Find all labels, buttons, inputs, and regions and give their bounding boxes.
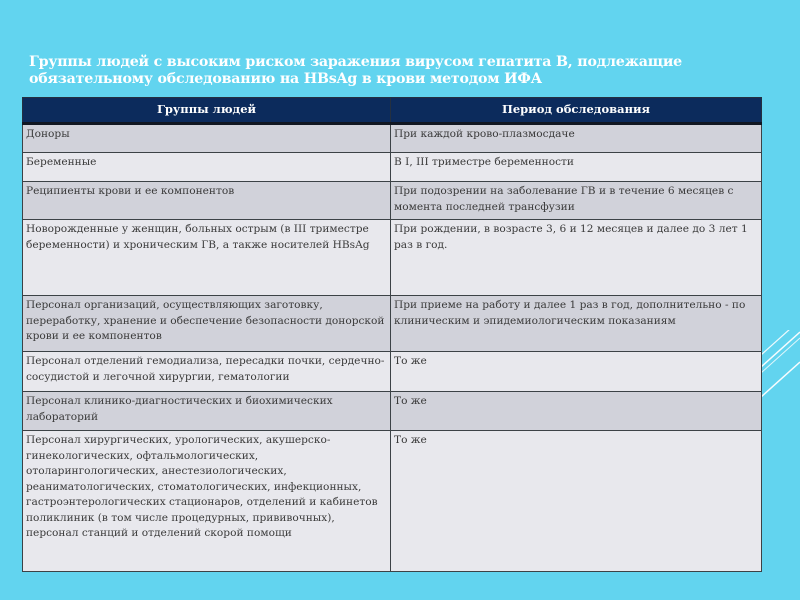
cell-period: При подозрении на заболевание ГВ и в течение 6 месяцев с момента последней трансфузии bbox=[391, 182, 762, 220]
table-row bbox=[23, 220, 762, 296]
table-row bbox=[23, 124, 762, 153]
cell-period: При каждой крово-плазмосдаче bbox=[391, 124, 762, 153]
cell-group: Персонал клинико-диагностических и биохимических лабораторий bbox=[23, 392, 391, 431]
cell-period: При приеме на работу и далее 1 раз в год, дополнительно - по клиническим и эпидемиологическим показаниям bbox=[391, 296, 762, 352]
title-line-2: обязательному обследованию на HBsAg в крови методом ИФА bbox=[29, 71, 542, 87]
table-row bbox=[23, 296, 762, 352]
column-header-groups: Группы людей bbox=[23, 98, 391, 124]
cell-period: То же bbox=[391, 392, 762, 431]
table-row bbox=[23, 182, 762, 220]
table-row bbox=[23, 153, 762, 182]
title-line-1: Группы людей с высоким риском заражения вирусом гепатита В, подлежащие bbox=[29, 54, 683, 70]
table-row bbox=[23, 431, 762, 572]
hepatitis-screening-table bbox=[22, 97, 762, 572]
table-row bbox=[23, 352, 762, 392]
cell-period: При рождении, в возрасте 3, 6 и 12 месяцев и далее до 3 лет 1 раз в год. bbox=[391, 220, 762, 296]
slide-title bbox=[29, 54, 749, 88]
cell-group: Доноры bbox=[23, 124, 391, 153]
cell-group: Реципиенты крови и ее компонентов bbox=[23, 182, 391, 220]
table-row bbox=[23, 392, 762, 431]
cell-period: То же bbox=[391, 352, 762, 392]
cell-period: То же bbox=[391, 431, 762, 572]
table-header-row bbox=[23, 98, 762, 124]
cell-group: Персонал хирургических, урологических, акушерско-гинекологических, офтальмологических, отоларингологических, анестезиологических, реаниматологических, стоматологических, инфекционных, гастроэнтерологических стационаров, отделений и кабинетов поликлиник (в том числе процедурных, прививочных), персонал станций и отделений скорой помощи bbox=[23, 431, 391, 572]
cell-group: Беременные bbox=[23, 153, 391, 182]
cell-group: Персонал организаций, осуществляющих заготовку, переработку, хранение и обеспечение безопасности донорской крови и ее компонентов bbox=[23, 296, 391, 352]
column-header-period: Период обследования bbox=[391, 98, 762, 124]
cell-group: Новорожденные у женщин, больных острым (в III триместре беременности) и хроническим ГВ, а также носителей HBsAg bbox=[23, 220, 391, 296]
cell-period: В I, III триместре беременности bbox=[391, 153, 762, 182]
cell-group: Персонал отделений гемодиализа, пересадки почки, сердечно-сосудистой и легочной хирургии, гематологии bbox=[23, 352, 391, 392]
